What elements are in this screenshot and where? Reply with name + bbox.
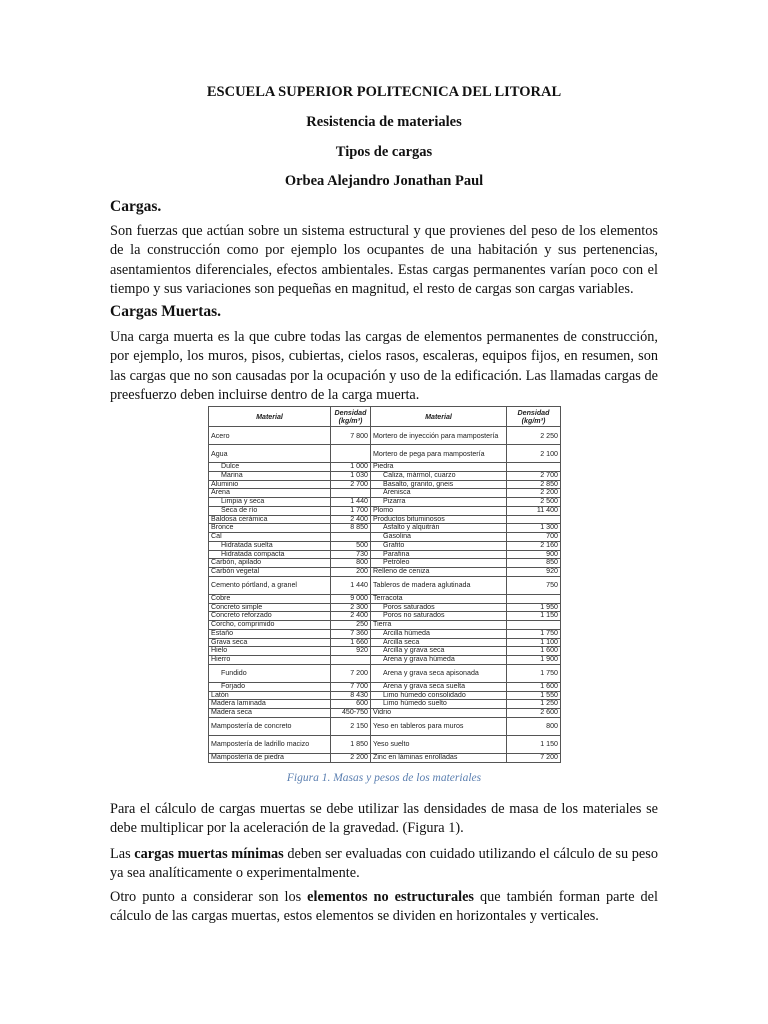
table-row	[209, 691, 561, 700]
density-cell: 2 300	[331, 603, 371, 612]
density-cell: 750	[507, 576, 561, 594]
material-cell: Poros no saturados	[371, 612, 507, 621]
table-row	[209, 445, 561, 463]
table-row	[209, 603, 561, 612]
material-cell: Madera laminada	[209, 700, 331, 709]
column-header-density: Densidad (kg/m³)	[331, 407, 371, 427]
material-cell: Arena y grava seca apisonada	[371, 664, 507, 682]
material-cell: Arena y grava húmeda	[371, 656, 507, 665]
density-cell	[331, 656, 371, 665]
density-cell: 450-750	[331, 709, 371, 718]
material-cell: Plomo	[371, 506, 507, 515]
density-cell: 2 100	[507, 445, 561, 463]
density-cell: 1 000	[331, 463, 371, 472]
material-cell: Cemento pórtland, a granel	[209, 576, 331, 594]
material-cell: Piedra	[371, 463, 507, 472]
material-cell: Arcilla húmeda	[371, 629, 507, 638]
density-cell: 2 160	[507, 541, 561, 550]
section-heading-cargas-muertas: Cargas Muertas.	[110, 303, 222, 320]
material-cell: Arena	[209, 489, 331, 498]
density-cell: 850	[507, 559, 561, 568]
density-cell	[331, 489, 371, 498]
table-row	[209, 664, 561, 682]
material-cell: Mortero de pega para mampostería	[371, 445, 507, 463]
density-cell: 2 400	[331, 612, 371, 621]
material-cell: Concreto reforzado	[209, 612, 331, 621]
material-cell: Petróleo	[371, 559, 507, 568]
material-cell: Parafina	[371, 550, 507, 559]
density-cell: 2 600	[507, 709, 561, 718]
table-row	[209, 463, 561, 472]
topic-title: Tipos de cargas	[335, 144, 433, 160]
density-cell: 1 440	[331, 498, 371, 507]
density-cell: 1 850	[331, 735, 371, 753]
table-row	[209, 647, 561, 656]
density-cell: 11 400	[507, 506, 561, 515]
density-cell: 2 400	[331, 515, 371, 524]
material-cell: Hielo	[209, 647, 331, 656]
density-cell: 900	[507, 550, 561, 559]
material-cell: Dulce	[209, 463, 331, 472]
course-title: Resistencia de materiales	[306, 114, 462, 130]
material-cell: Mampostería de piedra	[209, 753, 331, 762]
density-cell: 730	[331, 550, 371, 559]
table-row	[209, 533, 561, 542]
materials-density-table	[208, 406, 560, 763]
density-cell: 1 150	[507, 612, 561, 621]
density-cell: 7 700	[331, 682, 371, 691]
density-cell	[507, 594, 561, 603]
density-cell: 1 600	[507, 682, 561, 691]
table-row	[209, 735, 561, 753]
material-cell: Mampostería de ladrillo macizo	[209, 735, 331, 753]
paragraph-cargas-minimas: Las cargas muertas mínimas deben ser evaluadas con cuidado utilizando el cálculo de su peso ya sea analíticamente o experimentalmente.	[110, 846, 658, 882]
material-cell: Grafito	[371, 541, 507, 550]
table-row	[209, 576, 561, 594]
material-cell: Seca de río	[209, 506, 331, 515]
table-row	[209, 700, 561, 709]
material-cell: Cobre	[209, 594, 331, 603]
material-cell: Basalto, granito, gneis	[371, 480, 507, 489]
density-cell: 1 950	[507, 603, 561, 612]
table-row	[209, 498, 561, 507]
table-row	[209, 515, 561, 524]
column-header-material: Material	[371, 407, 507, 427]
density-cell: 1 030	[331, 471, 371, 480]
table-row	[209, 550, 561, 559]
material-cell: Fundido	[209, 664, 331, 682]
table-row	[209, 629, 561, 638]
table-header-row	[209, 407, 561, 427]
density-cell	[507, 463, 561, 472]
table-row	[209, 506, 561, 515]
density-cell: 7 360	[331, 629, 371, 638]
material-cell: Marina	[209, 471, 331, 480]
table-row	[209, 638, 561, 647]
density-cell: 500	[331, 541, 371, 550]
material-cell: Zinc en láminas enrolladas	[371, 753, 507, 762]
density-cell: 1 550	[507, 691, 561, 700]
table-row	[209, 594, 561, 603]
table-row	[209, 489, 561, 498]
material-cell: Limo húmedo consolidado	[371, 691, 507, 700]
material-cell: Concreto simple	[209, 603, 331, 612]
density-cell: 1 440	[331, 576, 371, 594]
material-cell: Bronce	[209, 524, 331, 533]
material-cell: Gasolina	[371, 533, 507, 542]
table-row	[209, 682, 561, 691]
material-cell: Mampostería de concreto	[209, 717, 331, 735]
paragraph-elementos-no-estructurales: Otro punto a considerar son los elementos no estructurales que también forman parte del cálculo de las cargas muertas, estos elementos se dividen en horizontales y verticales.	[110, 889, 658, 925]
table-row	[209, 480, 561, 489]
material-cell: Corcho, comprimido	[209, 621, 331, 630]
table-row	[209, 568, 561, 577]
density-cell: 800	[507, 717, 561, 735]
table-row	[209, 427, 561, 445]
paragraph-cargas: Son fuerzas que actúan sobre un sistema estructural y que provienes del peso de los elementos de la construcción como por ejemplo los ocupantes de una habitación y sus pertenencias, asentamientos diferenciales, efectos ambientales. Estas cargas permanentes varían poco con el tiempo y sus variaciones son pequeñas en magnitud, el resto de cargas son cargas variables.	[110, 223, 658, 297]
author-name: Orbea Alejandro Jonathan Paul	[284, 173, 484, 189]
density-cell: 2 200	[507, 489, 561, 498]
density-cell: 1 600	[507, 647, 561, 656]
table-row	[209, 471, 561, 480]
table-row	[209, 524, 561, 533]
density-cell: 2 700	[507, 471, 561, 480]
density-cell	[331, 533, 371, 542]
density-cell: 600	[331, 700, 371, 709]
material-cell: Arcilla y grava seca	[371, 647, 507, 656]
figure-caption: Figura 1. Masas y pesos de los materiales	[286, 772, 482, 784]
column-header-material: Material	[209, 407, 331, 427]
material-cell: Yeso suelto	[371, 735, 507, 753]
material-cell: Caliza, mármol, cuarzo	[371, 471, 507, 480]
material-cell: Madera seca	[209, 709, 331, 718]
material-cell: Forjado	[209, 682, 331, 691]
density-cell: 2 700	[331, 480, 371, 489]
table-body	[209, 427, 561, 763]
table-row	[209, 753, 561, 762]
table-row	[209, 709, 561, 718]
table-row	[209, 656, 561, 665]
material-cell: Baldosa cerámica	[209, 515, 331, 524]
material-cell: Tierra	[371, 621, 507, 630]
table-row	[209, 559, 561, 568]
material-cell: Carbón, apilado	[209, 559, 331, 568]
paragraph-cargas-muertas: Una carga muerta es la que cubre todas las cargas de elementos permanentes de construcción, por ejemplo, los muros, pisos, cubiertas, cielos rasos, escaleras, equipos fijos, en resumen, son las cargas que no son causadas por la ocupación y uso de la edificación. Las llamadas cargas de preesfuerzo deben incluirse dentro de la carga muerta.	[110, 329, 658, 403]
density-cell: 2 850	[507, 480, 561, 489]
density-cell: 1 300	[507, 524, 561, 533]
material-cell: Pizarra	[371, 498, 507, 507]
material-cell: Hidratada compacta	[209, 550, 331, 559]
material-cell: Arena y grava seca suelta	[371, 682, 507, 691]
density-cell: 1 750	[507, 629, 561, 638]
material-cell: Limpia y seca	[209, 498, 331, 507]
bold-term: elementos no estructurales	[307, 889, 475, 905]
density-cell: 920	[507, 568, 561, 577]
material-cell: Productos bituminosos	[371, 515, 507, 524]
density-cell	[507, 621, 561, 630]
density-cell: 8 850	[331, 524, 371, 533]
density-cell: 1 900	[507, 656, 561, 665]
density-cell: 2 250	[507, 427, 561, 445]
table-row	[209, 717, 561, 735]
material-cell: Asfalto y alquitrán	[371, 524, 507, 533]
density-cell: 1 150	[507, 735, 561, 753]
material-cell: Grava seca	[209, 638, 331, 647]
density-cell	[331, 445, 371, 463]
density-cell: 2 150	[331, 717, 371, 735]
table-row	[209, 612, 561, 621]
table-row	[209, 621, 561, 630]
density-cell	[507, 515, 561, 524]
material-cell: Mortero de inyección para mampostería	[371, 427, 507, 445]
density-cell: 7 800	[331, 427, 371, 445]
density-cell: 200	[331, 568, 371, 577]
material-cell: Terracota	[371, 594, 507, 603]
material-cell: Limo húmedo suelto	[371, 700, 507, 709]
column-header-density: Densidad (kg/m³)	[507, 407, 561, 427]
material-cell: Arcilla seca	[371, 638, 507, 647]
density-cell: 2 500	[507, 498, 561, 507]
density-cell: 2 200	[331, 753, 371, 762]
density-cell: 250	[331, 621, 371, 630]
material-cell: Tableros de madera aglutinada	[371, 576, 507, 594]
paragraph-calculo: Para el cálculo de cargas muertas se debe utilizar las densidades de masa de los materiales se debe multiplicar por la aceleración de la gravedad. (Figura 1).	[110, 801, 658, 837]
density-cell: 1 660	[331, 638, 371, 647]
section-heading-cargas: Cargas.	[110, 198, 162, 215]
material-cell: Cal	[209, 533, 331, 542]
material-cell: Aluminio	[209, 480, 331, 489]
density-cell: 8 430	[331, 691, 371, 700]
material-cell: Arenisca	[371, 489, 507, 498]
material-cell: Acero	[209, 427, 331, 445]
material-cell: Yeso en tableros para muros	[371, 717, 507, 735]
material-cell: Latón	[209, 691, 331, 700]
table-row	[209, 541, 561, 550]
institution-title: ESCUELA SUPERIOR POLITECNICA DEL LITORAL	[206, 84, 562, 100]
material-cell: Carbón vegetal	[209, 568, 331, 577]
density-cell: 1 250	[507, 700, 561, 709]
density-cell: 9 000	[331, 594, 371, 603]
density-cell: 1 100	[507, 638, 561, 647]
density-cell: 7 200	[507, 753, 561, 762]
density-cell: 920	[331, 647, 371, 656]
material-cell: Poros saturados	[371, 603, 507, 612]
material-cell: Hidratada suelta	[209, 541, 331, 550]
density-cell: 1 700	[331, 506, 371, 515]
density-cell: 1 750	[507, 664, 561, 682]
material-cell: Vidrio	[371, 709, 507, 718]
material-cell: Estaño	[209, 629, 331, 638]
bold-term: cargas muertas mínimas	[134, 846, 284, 862]
material-cell: Agua	[209, 445, 331, 463]
density-cell: 800	[331, 559, 371, 568]
density-cell: 7 200	[331, 664, 371, 682]
material-cell: Hierro	[209, 656, 331, 665]
density-cell: 700	[507, 533, 561, 542]
material-cell: Relleno de ceniza	[371, 568, 507, 577]
